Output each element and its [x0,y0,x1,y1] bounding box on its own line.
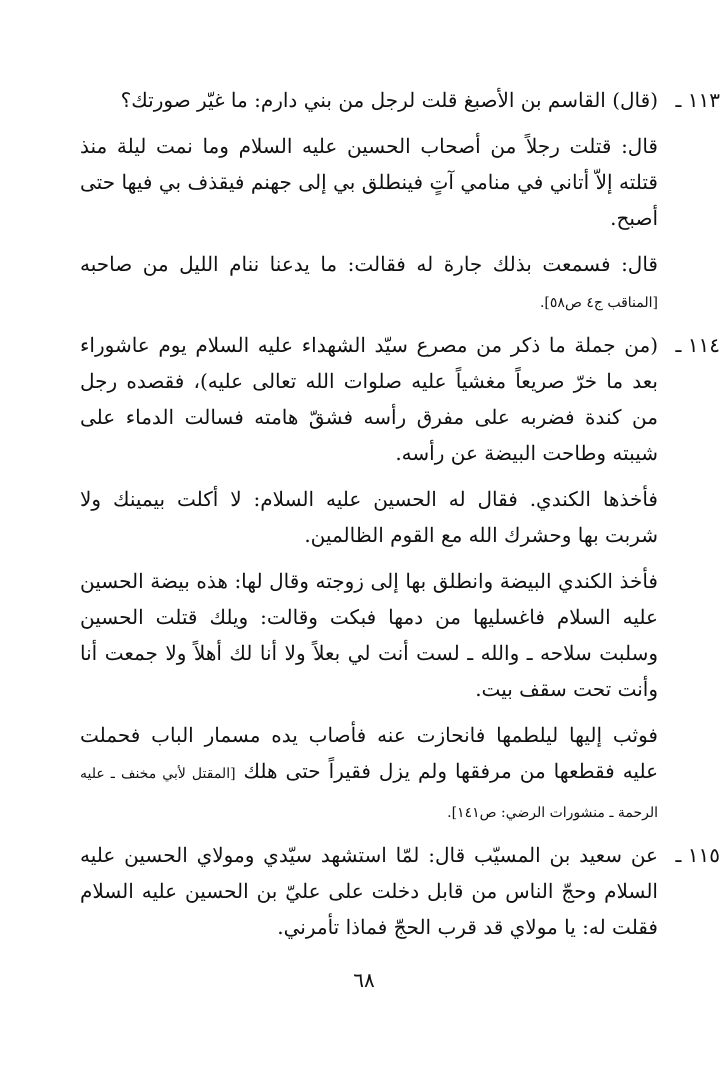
entry-number: ١١٤ ـ [675,333,720,357]
paragraph [80,82,658,118]
hadith-entry [80,327,720,831]
paragraph-text: قال: قتلت رجلاً من أصحاب الحسين عليه السلام وما نمت ليلة منذ قتلته إلاّ أتاني في منامي آتٍ فينطلق بي إلى جهنم فيقذف بي فيها حتى أصبح. [80,134,658,230]
paragraph [80,481,658,553]
paragraph-text: فأخذها الكندي. فقال له الحسين عليه السلام: لا أكلت بيمينك ولا شربت بها وحشرك الله مع القوم الظالمين. [80,487,658,547]
paragraph-text: قال: فسمعت بذلك جارة له فقالت: ما يدعنا ننام الليل من صاحبه [80,252,658,276]
paragraph-text: عن سعيد بن المسيّب قال: لمّا استشهد سيّدي ومولاي الحسين عليه السلام وحجّ الناس من قابل دخلت على عليّ بن الحسين عليه السلام فقلت له: يا مولاي قد قرب الحجّ فماذا تأمرني. [80,843,658,939]
paragraph-text: فأخذ الكندي البيضة وانطلق بها إلى زوجته وقال لها: هذه بيضة الحسين عليه السلام فاغسليها من دمها فبكت وقالت: ويلك قتلت الحسين وسلبت سلاحه ـ والله ـ لست أنت لي بعلاً ولا أنا لك أهلاً ولا جمعت أنا وأنت تحت سقف بيت. [80,569,658,701]
paragraph [80,563,658,707]
paragraph [80,128,658,236]
hadith-entry [80,837,720,945]
page-number: ٦٨ [353,968,375,992]
paragraph [80,717,658,831]
source-citation: [المناقب ج٤ ص٥٨]. [539,295,658,311]
entry-number: ١١٥ ـ [675,843,720,867]
source-citation: [المقتل لأبي مخنف ـ عليه الرحمة ـ منشورات الرضي: ص١٤١]. [80,766,658,821]
hadith-entry [80,82,720,321]
paragraph [80,327,658,471]
paragraph [80,246,658,321]
paragraph-text: فوثب إليها ليلطمها فانحازت عنه فأصاب يده مسمار الباب فحملت عليه فقطعها من مرفقها ولم يزل فقيراً حتى هلك [80,723,659,783]
entry-number: ١١٣ ـ [675,88,720,112]
page-body [80,82,720,951]
paragraph-text: (من جملة ما ذكر من مصرع سيّد الشهداء عليه السلام يوم عاشوراء بعد ما خرّ صريعاً مغشياً عليه صلوات الله تعالى عليه)، فقصده رجل من كندة فضربه على مفرق رأسه فشقّ هامته فسالت الدماء على شيبته وطاحت البيضة عن رأسه. [80,333,658,465]
paragraph [80,837,658,945]
paragraph-text: (قال) القاسم بن الأصبغ قلت لرجل من بني دارم: ما غيّر صورتك؟ [120,88,658,112]
